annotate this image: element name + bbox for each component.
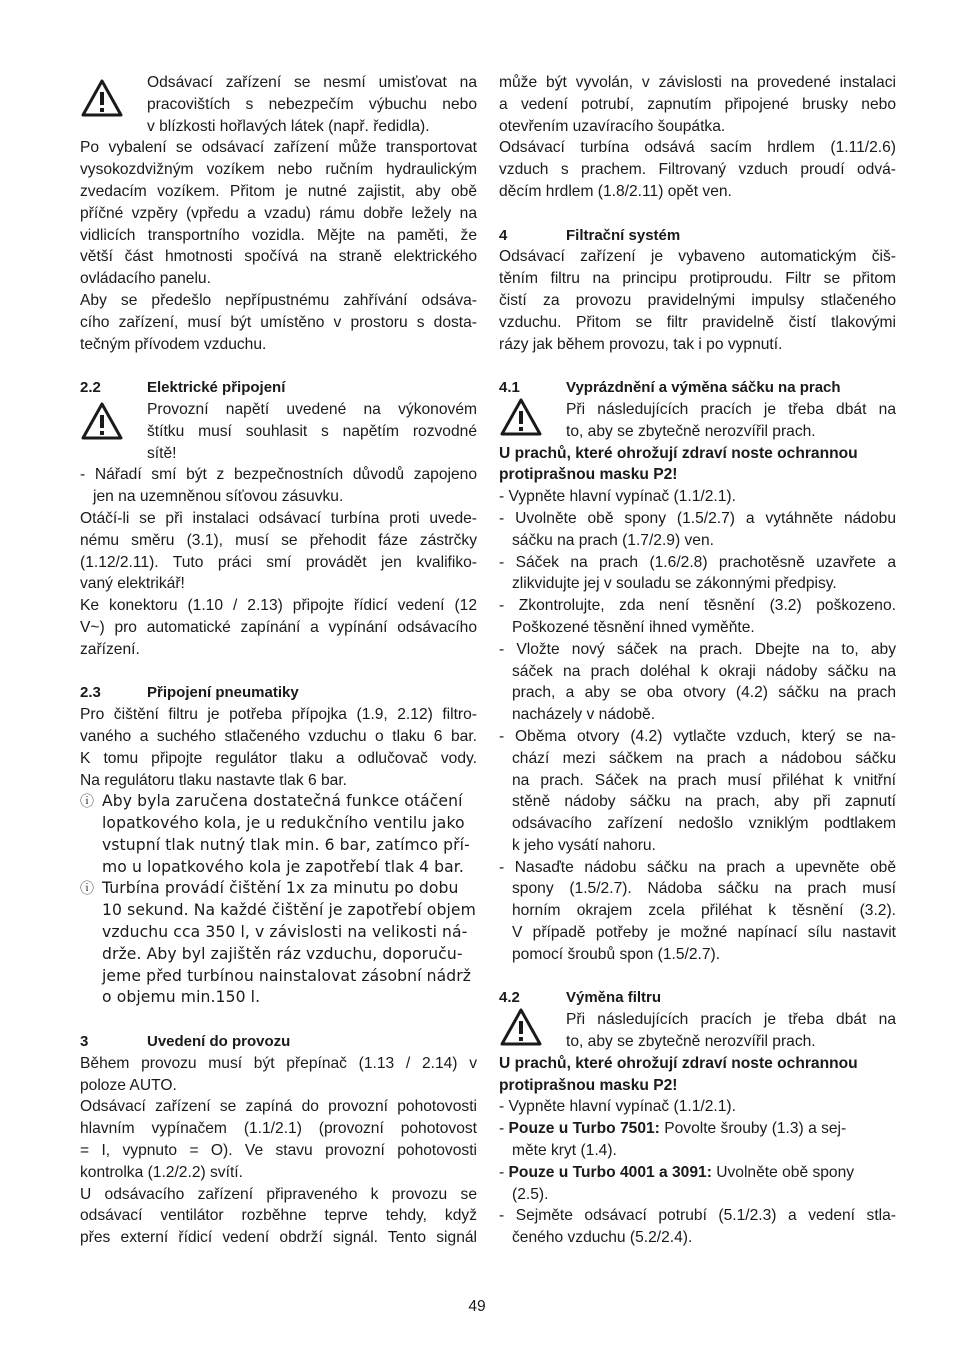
paragraph [499,246,896,355]
step-list-4-1 [499,486,896,966]
text-line: zařízení. [80,640,140,658]
warning-dust-4-2 [499,1009,896,1053]
warning-icon [499,1007,543,1047]
text-line: vzduchu. Přitom se filtr pravidelně čistí tlakovými [499,313,896,331]
section-heading-4 [499,225,896,247]
mask-notice [499,1053,896,1097]
text-line: cího zařízení, musí být umístěno v prostoru s dosta- [80,313,477,331]
text-line: Během provozu musí být přepínač (1.13 / 2.14) v [80,1054,477,1072]
text-line: chází mezi sáčkem na prach a nádobou sáčku [512,749,896,767]
text-line: k jeho vysátí nahoru. [512,836,656,854]
text-line: - Nářadí smí být z bezpečnostních důvodů zapojeno [80,466,477,484]
text-line: lopatkového kola, je u redukčního ventilu jako [102,814,465,833]
text-line: Turbína provádí čištění 1x za minutu po dobu [102,879,459,898]
text-line: Ke konektoru (1.10 / 2.13) připojte řídicí vedení (12 [80,597,477,615]
text-line: drže. Aby byl zajištěn ráz vzduchu, doporuču- [102,944,463,963]
text-line: Provozní napětí uvedené na výkonovém [147,400,477,418]
text-line: může být vyvolán, v závislosti na provedené instalaci [499,74,896,91]
section-heading-3 [80,1031,477,1053]
warning-explosion [80,72,477,137]
text-line: poloze AUTO. [80,1076,177,1094]
text-line: vzduch s prachem. Filtrovaný vzduch proudí odvá- [499,161,896,179]
text-line: čeného vzduchu (5.2/2.4). [512,1229,693,1247]
text-line: (1.12/2.11). Tuto práci smí provádět jen kvalifiko- [80,553,477,571]
list-item: - Sáček na prach (1.6/2.8) prachotěsně uzavřete a [499,553,896,571]
text-line: Na regulátoru tlaku nastavte tlak 6 bar. [80,771,347,789]
text-line: protiprašnou masku P2! [499,466,678,484]
text-line: odsávacího zařízení nedošlo vzniklým podtlakem [512,815,896,833]
text-line: Odsávací zařízení se zapíná do provozní pohotovosti [80,1098,477,1116]
text-line: 10 sekund. Na každé čištění je zapotřebí objem [102,901,476,920]
text-line: V případě potřeby je možné napínací sílu nastavit [512,924,896,942]
paragraph [80,137,477,290]
text-line: zvedacím vozíkem. Přitom je nutné zajistit, aby obě [80,182,477,200]
right-column [499,72,896,1249]
text-line: U odsávacího zařízení připraveného k provozu se [80,1185,477,1203]
list-item: - Uvolněte obě spony (1.5/2.7) a vytáhněte nádobu [499,509,896,527]
text-line: U prachů, které ohrožují zdraví noste ochrannou [499,1054,858,1072]
paragraph [499,137,896,202]
text-line: (2.5). [512,1185,549,1203]
section-heading-4-1 [499,377,896,399]
list-item: - Zkontrolujte, zda není těsnění (3.2) poškozeno. [499,597,896,615]
section-title: Uvedení do provozu [147,1033,291,1051]
paragraph [80,1184,477,1249]
left-column [80,72,477,1249]
paragraph [80,1096,477,1183]
text-line: sáček na prach doléhal k okraji nádoby sáčku na [512,662,896,680]
text-line: = I, vypnuto = O). Ve stavu provozní pohotovosti [80,1142,477,1160]
section-number: 2.2 [80,379,101,397]
list-item: - Pouze u Turbo 4001 a 3091: Uvolněte obě spony [499,1163,855,1181]
section-number: 3 [80,1033,89,1051]
text-line: jen na uzemněnou síťovou zásuvku. [93,488,344,506]
section-heading-4-2 [499,987,896,1009]
text-line: větší část hmotnosti spočívá na straně elektrického [80,248,477,266]
text-line: vaný elektrikář! [80,575,185,593]
text-line: to, aby se zbytečně nerozvířil prach. [566,422,816,440]
info-note-rotation [80,791,477,878]
warning-voltage [80,399,477,464]
text-line: horním okrajem zcela přiléhat k těsnění (3.2). [512,902,896,920]
text-line: mo u lopatkového kola je zapotřebí tlak 4 bar. [102,857,464,876]
warning-icon [80,401,124,441]
text-line: na prach. Sáček na prach musí přiléhat k vnitřní [512,771,896,789]
paragraph [499,72,896,137]
list-item: - Vložte nový sáček na prach. Dbejte na to, aby [499,640,896,658]
section-heading-2-3 [80,682,477,704]
warning-icon [80,78,124,118]
section-number: 4.1 [499,379,520,397]
list-item: - Sejměte odsávací potrubí (5.1/2.3) a vedení stla- [499,1207,896,1225]
text-line: vstupní tlak nutný tlak min. 6 bar, zatímco pří- [102,835,470,854]
text-line: vidlicích transportního vozidla. Mějte na paměti, že [80,226,477,244]
info-icon: ⓘ [80,794,95,811]
text-line: Odsávací zařízení je vybaveno automatickým čiš- [499,248,896,266]
text-line: vysokozdvižným vozíkem nebo ručním hydraulickým [80,161,477,179]
text-line: pracovištích s nebezpečím výbuchu nebo [147,95,477,113]
info-icon: ⓘ [80,881,95,898]
list-item: - Pouze u Turbo 7501: Povolte šrouby (1.3) a sej- [499,1120,847,1138]
text-line: nému směru (3.1), musí se přehodit fáze zástrčky [80,531,477,549]
text-line: Pro čištění filtru je potřeba přípojka (1.9, 2.12) filtro- [80,706,477,724]
step-list-4-2 [499,1096,896,1249]
section-number: 4 [499,226,508,244]
text-line: příčné vzpěry (vpředu a vzadu) rámu dobře ležely na [80,204,477,222]
text-line: Aby se předešlo nepřípustnému zahřívání odsáva- [80,291,477,309]
text-line: Aby byla zaručena dostatečná funkce otáčení [102,792,463,811]
paragraph [80,1053,477,1097]
text-line: kontrolka (1.2/2.2) svítí. [80,1163,243,1181]
text-line: štítku musí souhlasit s napětím rozvodné [147,422,477,440]
section-title: Připojení pneumatiky [147,684,299,702]
section-title: Výměna filtru [566,989,662,1007]
text-line: odsávací ventilátor rozběhne teprve tehdy, když [80,1207,477,1225]
text-line: K tomu připojte regulátor tlaku a odlučovač vody. [80,749,477,767]
text-line: pomocí šroubů spon (1.5/2.7). [512,945,721,963]
text-line: spony (1.5/2.7). Nádoba sáčku na prach musí [512,880,896,898]
text-line: Při následujících pracích je třeba dbát na [566,400,896,418]
text-line: těním filtru na principu protiproudu. Filtr se přitom [499,270,896,288]
text-line: Odsávací zařízení se nesmí umisťovat na [147,74,477,91]
section-heading-2-2 [80,377,477,399]
text-line: protiprašnou masku P2! [499,1076,678,1094]
text-line: Odsávací turbína odsává sacím hrdlem (1.11/2.6) [499,139,896,157]
text-line: tečným přívodem vzduchu. [80,335,267,353]
text-line: hlavním vypínačem (1.1/2.1) (provozní pohotovost [80,1120,477,1138]
section-title: Vyprázdnění a výměna sáčku na prach [566,379,841,397]
warning-icon [499,397,543,437]
text-line: sáčku na prach (1.7/2.9) ven. [512,531,714,549]
mask-notice [499,443,896,487]
text-line: zlikvidujte jej v souladu se zákonnými předpisy. [512,575,837,593]
section-number: 2.3 [80,684,101,702]
paragraph [80,704,477,791]
text-line: a vedení potrubí, zapnutím připojené brusky nebo [499,95,896,113]
section-title: Elektrické připojení [147,379,286,397]
text-line: rázy jak během provozu, tak i po vypnutí. [499,335,783,353]
text-line: Poškozené těsnění ihned vyměňte. [512,618,755,636]
text-line: sítě! [147,444,177,462]
page-number: 49 [468,1298,486,1315]
text-line: to, aby se zbytečně nerozvířil prach. [566,1033,816,1051]
text-line: nacházely v nádobě. [512,706,656,724]
text-line: stěně nádoby sáčku na prach, aby při zapnutí [512,793,896,811]
section-number: 4.2 [499,989,520,1007]
text-line: Otáčí-li se při instalaci odsávací turbína proti uvede- [80,509,477,527]
paragraph [80,508,477,595]
info-note-cleaning [80,878,477,1009]
list-item: - Vypněte hlavní vypínač (1.1/2.1). [499,488,736,506]
text-line: vaného a suchého stlačeného vzduchu o tlaku 6 bar. [80,727,477,745]
text-line: U prachů, které ohrožují zdraví noste ochrannou [499,444,858,462]
text-line: vzduchu cca 350 l, v závislosti na velikosti ná- [102,923,468,942]
paragraph [80,290,477,355]
list-item: - Vypněte hlavní vypínač (1.1/2.1). [499,1098,736,1116]
text-line: přes externí řídicí vedení obdrží signál. Tento signál [80,1229,477,1247]
warning-dust-4-1 [499,399,896,443]
list-item: - Nasaďte nádobu sáčku na prach a upevněte obě [499,858,896,876]
text-line: o objemu min.150 l. [102,988,261,1007]
model-label: Pouze u Turbo 7501: [508,1120,660,1138]
text-line: prach, a aby se oba otvory (4.2) sáčku na prach [512,684,896,702]
model-label: Pouze u Turbo 4001 a 3091: [508,1163,712,1181]
list-item [80,464,477,508]
text-line: měte kryt (1.4). [512,1142,617,1160]
text-line: Po vybalení se odsávací zařízení může transportovat [80,139,477,157]
text-line: V~) pro automatické zapínání a vypínání odsávacího [80,618,477,636]
text-line: děcím hrdlem (1.8/2.11) opět ven. [499,182,732,200]
list-item: - Oběma otvory (4.2) vytlačte vzduch, který se na- [499,727,896,745]
text-line: Při následujících pracích je třeba dbát na [566,1011,896,1029]
section-title: Filtrační systém [566,226,681,244]
text-line: jeme před turbínou nainstalovat zásobní nádrž [102,966,472,985]
text-line: ovládacího panelu. [80,270,211,288]
text-line: čistí za provozu pravidelnými impulsy stlačeného [499,291,896,309]
text-line: v blízkosti hořlavých látek (např. ředidla). [147,117,430,135]
text-line: otevřením uzavíracího šoupátka. [499,117,726,135]
paragraph [80,595,477,660]
